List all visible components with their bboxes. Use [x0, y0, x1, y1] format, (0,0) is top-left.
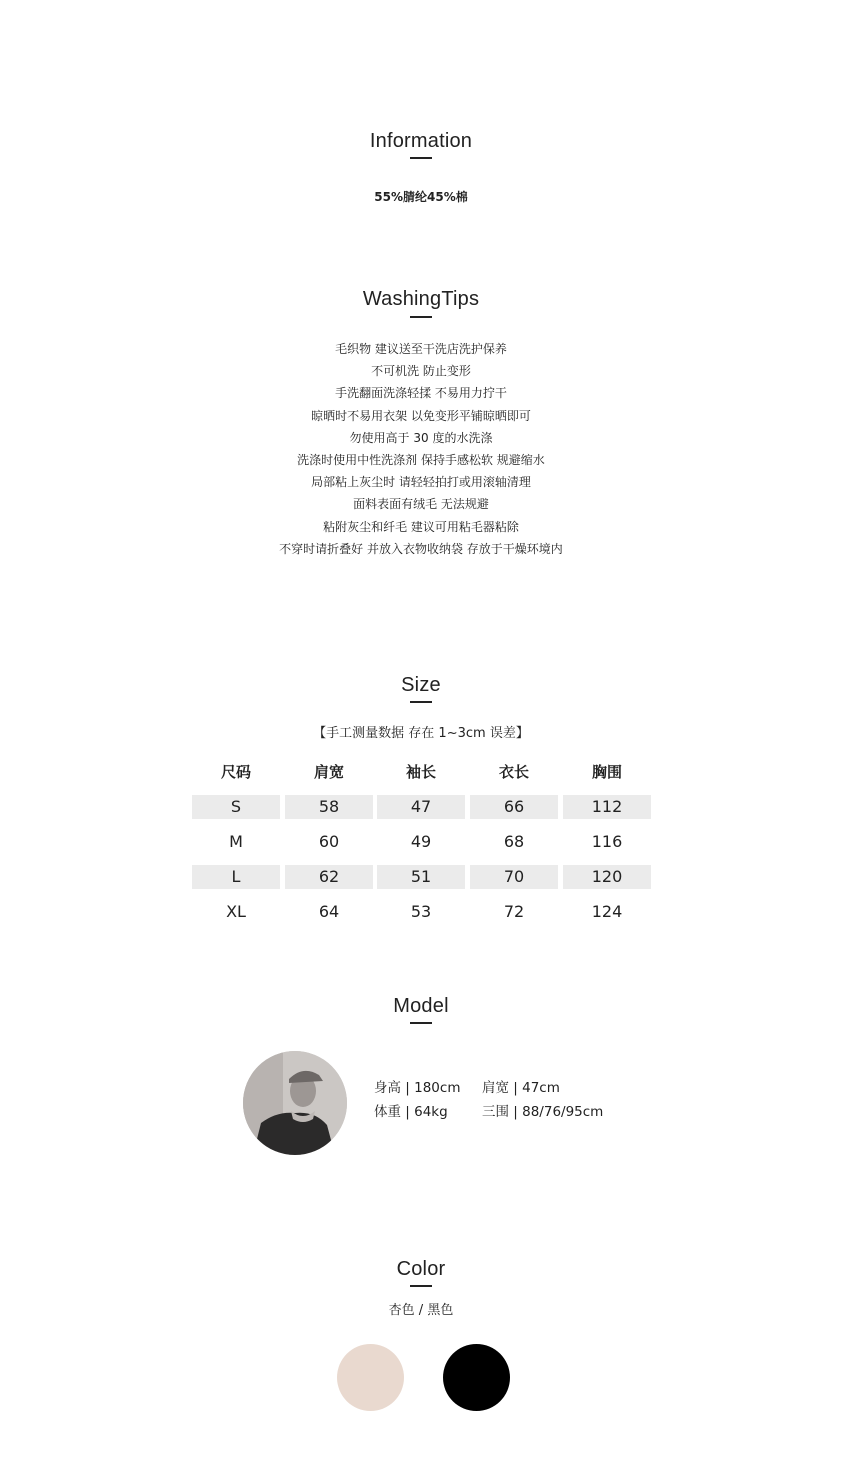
- model-title: Model: [393, 995, 449, 1017]
- washing-tips-underline: [410, 316, 432, 318]
- model-measurements: 三围 | 88/76/95cm: [482, 1104, 604, 1120]
- size-cell: 64: [318, 902, 340, 921]
- size-cell: 58: [285, 795, 373, 819]
- washing-tip: 不穿时请折叠好 并放入衣物收纳袋 存放于干燥环境内: [279, 541, 563, 556]
- model-underline: [410, 1022, 432, 1024]
- size-table-header: [192, 760, 654, 795]
- size-cell: 70: [470, 865, 558, 889]
- size-underline: [410, 701, 432, 703]
- header-cell: 肩宽: [313, 763, 344, 781]
- washing-tip: 不可机洗 防止变形: [371, 364, 471, 379]
- size-cell: 47: [377, 795, 465, 819]
- size-cell: M: [229, 832, 243, 851]
- washing-tips-list: [0, 338, 842, 560]
- model-photo: [243, 1051, 347, 1155]
- color-names: 杏色 / 黑色: [388, 1303, 454, 1318]
- size-cell: 62: [285, 865, 373, 889]
- size-cell: 116: [591, 832, 623, 851]
- model-height: 身高 | 180cm: [374, 1080, 461, 1096]
- size-cell: S: [192, 795, 280, 819]
- washing-tips-title: WashingTips: [362, 288, 480, 310]
- apricot-swatch[interactable]: [337, 1344, 404, 1411]
- washing-tip: 晾晒时不易用衣架 以免变形平铺晾晒即可: [311, 408, 531, 423]
- size-cell: L: [192, 865, 280, 889]
- black-swatch[interactable]: [443, 1344, 510, 1411]
- size-cell: 124: [591, 902, 623, 921]
- washing-tip: 洗涤时使用中性洗涤剂 保持手感松软 规避缩水: [297, 452, 545, 467]
- washing-tip: 勿使用高于 30 度的水洗涤: [349, 430, 493, 445]
- washing-tip: 面料表面有绒毛 无法规避: [353, 497, 489, 512]
- model-weight: 体重 | 64kg: [374, 1104, 448, 1120]
- header-cell: 胸围: [591, 763, 622, 781]
- size-title: Size: [401, 674, 441, 696]
- size-row: [192, 900, 654, 935]
- size-cell: 51: [377, 865, 465, 889]
- washing-tip: 手洗翻面洗涤轻揉 不易用力拧干: [335, 386, 507, 401]
- size-row: [192, 865, 654, 900]
- size-cell: XL: [226, 902, 246, 921]
- color-underline: [410, 1285, 432, 1287]
- size-cell: 49: [410, 832, 432, 851]
- material-text: 55%腈纶45%棉: [374, 190, 468, 204]
- washing-tip: 局部粘上灰尘时 请轻轻拍打或用滚轴清理: [311, 475, 531, 490]
- washing-tip: 粘附灰尘和纤毛 建议可用粘毛器粘除: [323, 519, 519, 534]
- header-cell: 尺码: [220, 763, 251, 781]
- color-title: Color: [396, 1258, 446, 1280]
- size-row: [192, 830, 654, 865]
- washing-tip: 毛织物 建议送至干洗店洗护保养: [335, 342, 507, 356]
- size-measurement-note: 【手工测量数据 存在 1~3cm 误差】: [313, 726, 529, 741]
- information-underline: [410, 157, 432, 159]
- size-table: [192, 760, 654, 935]
- size-cell: 120: [563, 865, 651, 889]
- model-shoulder: 肩宽 | 47cm: [482, 1080, 560, 1096]
- model-stats: [374, 1076, 603, 1124]
- size-cell: 112: [563, 795, 651, 819]
- size-cell: 66: [470, 795, 558, 819]
- size-row: [192, 795, 654, 830]
- header-cell: 袖长: [405, 763, 436, 781]
- size-cell: 68: [503, 832, 525, 851]
- information-title: Information: [369, 130, 473, 152]
- header-cell: 衣长: [498, 763, 529, 781]
- size-cell: 72: [503, 902, 525, 921]
- size-cell: 53: [410, 902, 432, 921]
- size-cell: 60: [318, 832, 340, 851]
